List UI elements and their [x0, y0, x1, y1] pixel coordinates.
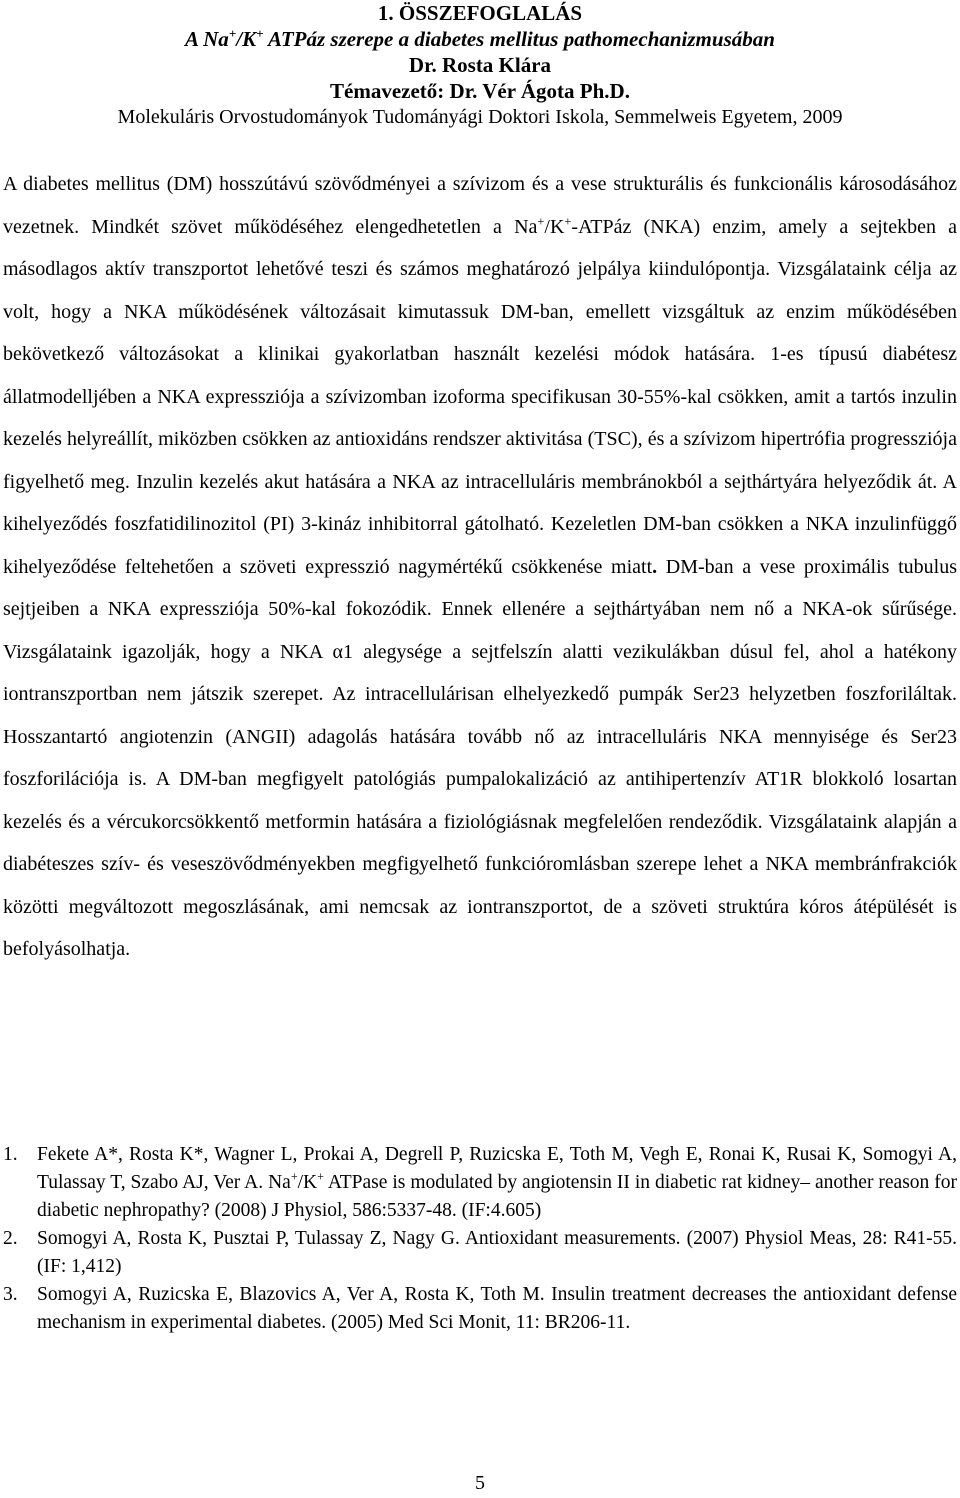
reference-item: 3. Somogyi A, Ruzicska E, Blazovics A, Ver A, Rosta K, Toth M. Insulin treatment decreases the antioxidant defense mechanism in experimental diabetes. (2005) Med Sci Monit, 11: BR206-11.	[3, 1284, 957, 1333]
author-name: Dr. Rosta Klára	[408, 53, 552, 77]
thesis-title: A Na+/K+ ATPáz szerepe a diabetes mellitus pathomechanizmusában	[185, 26, 775, 51]
page-number: 5	[475, 1472, 485, 1494]
institution: Molekuláris Orvostudományok Tudományági Doktori Iskola, Semmelweis Egyetem, 2009	[117, 106, 843, 128]
reference-item: 2. Somogyi A, Rosta K, Pusztai P, Tulassay Z, Nagy G. Antioxidant measurements. (2007) Physiol Meas, 28: R41-55. (IF: 1,412)	[3, 1228, 957, 1277]
reference-list	[3, 1141, 957, 1337]
document-header	[0, 0, 960, 130]
supervisor-name: Témavezető: Dr. Vér Ágota Ph.D.	[330, 79, 630, 103]
section-heading: 1. ÖSSZEFOGLALÁS	[377, 1, 583, 25]
abstract-paragraph: A diabetes mellitus (DM) hosszútávú szövődményei a szívizom és a vese strukturális és funkcionális károsodásához vezetnek. Mindkét szövet működéséhez elengedhetetlen a Na+/K+-ATPáz (NKA) enzim, amely a sejtekben a másodlagos aktív transzportot lehetővé teszi és számos meghatározó jelpálya kiindulópontja. Vizsgálataink célja az volt, hogy a NKA működésének változásait kimutassuk DM-ban, emellett vizsgáltuk az enzim működésében bekövetkező változásokat a klinikai gyakorlatban használt kezelési módok hatására. 1-es típusú diabétesz állatmodelljében a NKA expressziója a szívizomban izoforma specifikusan 30-55%-kal csökken, amit a tartós inzulin kezelés helyreállít, miközben csökken az antioxidáns rendszer aktivitása (TSC), és a szívizom hipertrófia progressziója figyelhető meg. Inzulin kezelés akut hatására a NKA az intracelluláris membránokból a sejthártyára helyeződik át. A kihelyeződés foszfatidilinozitol (PI) 3-kináz inhibitorral gátolható. Kezeletlen DM-ban csökken a NKA inzulinfüggő kihelyeződése feltehetően a szöveti expresszió nagymértékű csökkenése miatt. DM-ban a vese proximális tubulus sejtjeiben a NKA expressziója 50%-kal fokozódik. Ennek ellenére a sejthártyában nem nő a NKA-ok sűrűsége. Vizsgálataink igazolják, hogy a NKA α1 alegysége a sejtfelszín alatti vezikulákban dúsul fel, ahol a hatékony iontranszportban nem játszik szerepet. Az intracellulárisan elhelyezkedő pumpák Ser23 helyzetben foszforiláltak. Hosszantartó angiotenzin (ANGII) adagolás hatására tovább nő az intracelluláris NKA mennyisége és Ser23 foszforilációja is. A DM-ban megfigyelt patológiás pumpalokalizáció az antihipertenzív AT1R blokkoló losartan kezelés és a vércukorcsökkentő metformin hatására a fiziológiásnak megfelelően rendeződik. Vizsgálataink alapján a diabéteszes szív- és veseszövődményekben megfigyelhető funkcióromlásban szerepe lehet a NKA membránfrakciók közötti megváltozott megoszlásának, ami nemcsak az iontranszportot, de a szöveti struktúra kóros átépülését is befolyásolhatja.	[3, 173, 957, 960]
reference-item: 1. Fekete A*, Rosta K*, Wagner L, Prokai A, Degrell P, Ruzicska E, Toth M, Vegh E, Ronai K, Rusai K, Somogyi A, Tulassay T, Szabo AJ, Ver A. Na+/K+ ATPase is modulated by angiotensin II in diabetic rat kidney– another reason for diabetic nephropathy? (2008) J Physiol, 586:5337-48. (IF:4.605)	[3, 1144, 957, 1221]
